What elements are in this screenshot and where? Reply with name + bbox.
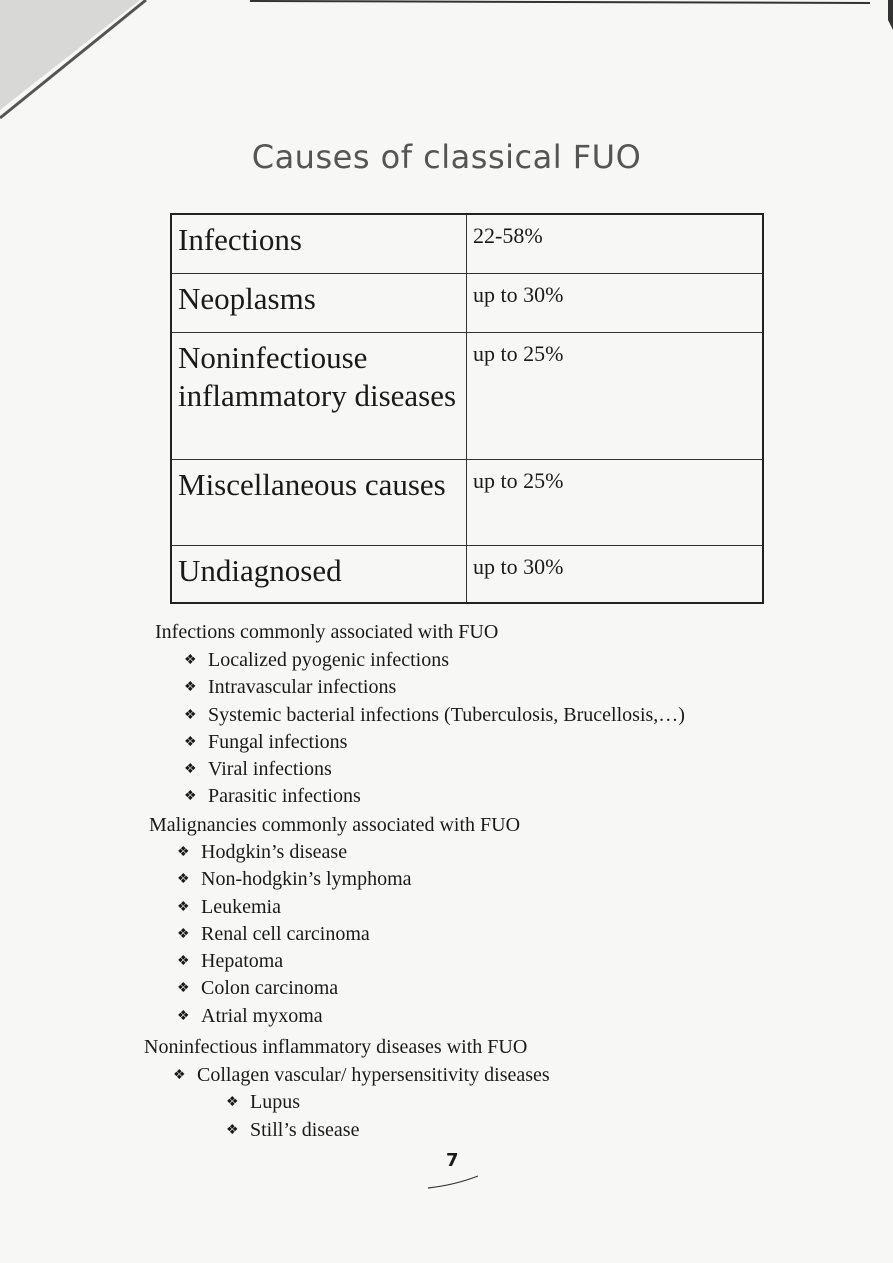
list-item-text: Leukemia — [201, 895, 281, 918]
list-item — [184, 783, 685, 810]
bullet-icon: ❖ — [177, 872, 190, 888]
list-item-text: Fungal infections — [208, 730, 348, 753]
bullet-icon: ❖ — [184, 707, 197, 723]
list-item-text: Colon carcinoma — [201, 977, 339, 1000]
bullet-icon: ❖ — [173, 1068, 186, 1083]
percent-cell: up to 30% — [467, 274, 764, 333]
list-item — [177, 894, 520, 921]
list-item — [184, 647, 685, 674]
cause-cell: Neoplasms — [171, 274, 467, 333]
malignancies-list — [177, 839, 520, 1030]
table-row — [171, 333, 763, 460]
section-heading: Noninfectious inflammatory diseases with FUO — [144, 1036, 528, 1058]
causes-table — [170, 213, 764, 604]
list-item-text: Non-hodgkin’s lymphoma — [201, 868, 412, 891]
noninfectious-list — [173, 1062, 550, 1089]
list-item — [177, 839, 520, 866]
list-item — [177, 975, 520, 1002]
bullet-icon: ❖ — [177, 1008, 190, 1024]
list-item — [173, 1062, 550, 1089]
list-item-text: Still’s disease — [250, 1118, 360, 1141]
infections-section — [155, 619, 685, 811]
bullet-icon: ❖ — [177, 981, 190, 997]
list-item-text: Atrial myxoma — [201, 1004, 323, 1027]
page-number: 7 — [446, 1150, 459, 1171]
bullet-icon: ❖ — [177, 954, 190, 970]
list-item — [184, 702, 685, 729]
list-item-text: Systemic bacterial infections (Tuberculosis, Brucellosis,…) — [208, 703, 685, 726]
list-item — [184, 729, 685, 756]
bullet-icon: ❖ — [184, 762, 197, 778]
bullet-icon: ❖ — [226, 1095, 239, 1111]
list-item — [177, 1003, 520, 1030]
list-item-text: Intravascular infections — [208, 676, 397, 699]
bullet-icon: ❖ — [226, 1122, 239, 1138]
list-item — [226, 1089, 550, 1116]
list-item — [177, 866, 520, 893]
bullet-icon: ❖ — [184, 653, 197, 668]
table-row — [171, 274, 763, 333]
list-item — [226, 1117, 550, 1144]
section-heading: Infections commonly associated with FUO — [155, 621, 499, 643]
table-row — [171, 546, 763, 604]
list-item-text: Renal cell carcinoma — [201, 922, 370, 945]
percent-cell: up to 30% — [467, 546, 764, 604]
malignancies-section — [149, 812, 520, 1030]
list-item — [184, 674, 685, 701]
cause-cell: Noninfectiouse inflammatory diseases — [171, 333, 467, 460]
list-item-text: Hodgkin’s disease — [201, 841, 348, 863]
cause-cell: Undiagnosed — [171, 546, 467, 604]
cause-cell: Miscellaneous causes — [171, 460, 467, 546]
percent-cell: 22-58% — [467, 214, 764, 274]
cause-cell: Infections — [171, 214, 467, 274]
noninfectious-section — [144, 1034, 550, 1144]
list-item-text: Hepatoma — [201, 950, 284, 973]
list-item-text: Collagen vascular/ hypersensitivity diseases — [197, 1064, 550, 1086]
list-item — [177, 921, 520, 948]
percent-cell: up to 25% — [467, 333, 764, 460]
list-item-text: Parasitic infections — [208, 785, 361, 808]
section-heading: Malignancies commonly associated with FUO — [149, 814, 521, 836]
table-row — [171, 214, 763, 274]
bullet-icon: ❖ — [177, 926, 190, 942]
table-row — [171, 460, 763, 546]
bullet-icon: ❖ — [184, 789, 197, 805]
bullet-icon: ❖ — [177, 899, 190, 915]
bullet-icon: ❖ — [184, 734, 197, 750]
list-item — [184, 756, 685, 783]
noninfectious-sublist — [226, 1089, 550, 1144]
page-title: Causes of classical FUO — [251, 138, 642, 176]
bullet-icon: ❖ — [184, 680, 197, 696]
infections-list — [184, 647, 685, 811]
list-item-text: Viral infections — [208, 758, 332, 781]
bullet-icon: ❖ — [177, 845, 190, 860]
list-item — [177, 948, 520, 975]
list-item-text: Localized pyogenic infections — [208, 649, 450, 671]
list-item-text: Lupus — [250, 1091, 300, 1114]
percent-cell: up to 25% — [467, 460, 764, 546]
